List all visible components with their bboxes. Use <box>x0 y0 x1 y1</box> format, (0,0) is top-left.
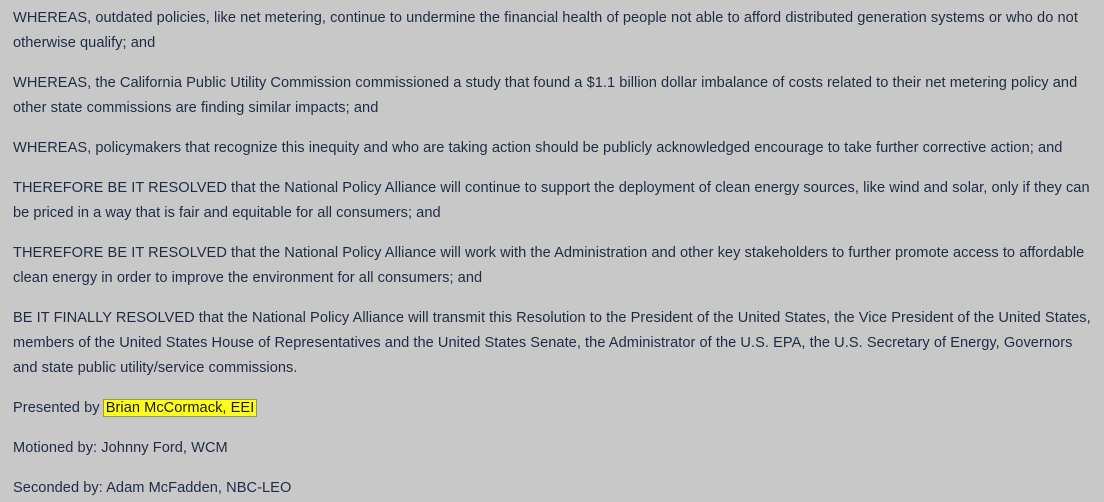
resolved-administration-paragraph: THEREFORE BE IT RESOLVED that the National Policy Alliance will work with the Administration and other key stakeholders to further promote access to affordable clean energy in order to improve the environment for all consumers; and <box>13 245 1085 286</box>
resolved-clean-energy-paragraph: THEREFORE BE IT RESOLVED that the National Policy Alliance will continue to support the deployment of clean energy sources, like wind and solar, only if they can be priced in a way that is fair and equitable for all consumers; and <box>13 180 1090 221</box>
motioned-by-line: Motioned by: Johnny Ford, WCM <box>13 440 228 456</box>
presented-by-label: Presented by <box>13 400 104 416</box>
whereas-policymakers-paragraph: WHEREAS, policymakers that recognize this inequity and who are taking action should be publicly acknowledged encourage to take further corrective action; and <box>13 140 1063 156</box>
whereas-cpuc-study-paragraph: WHEREAS, the California Public Utility Commission commissioned a study that found a $1.1 billion dollar imbalance of costs related to their net metering policy and other state commissions are finding similar impacts; and <box>13 75 1078 116</box>
presented-by-line <box>13 396 1091 421</box>
presenter-name-highlight: Brian McCormack, EEI <box>105 400 255 416</box>
finally-resolved-paragraph: BE IT FINALLY RESOLVED that the National Policy Alliance will transmit this Resolution to the President of the United States, the Vice President of the United States, members of the United States House of Representatives and the United States Senate, the Administrator of the U.S. EPA, the U.S. Secretary of Energy, Governors and state public utility/service commissions. <box>13 310 1091 376</box>
seconded-by-line: Seconded by: Adam McFadden, NBC-LEO <box>13 480 292 496</box>
whereas-net-metering-paragraph: WHEREAS, outdated policies, like net metering, continue to undermine the financial health of people not able to afford distributed generation systems or who do not otherwise qualify; and <box>13 10 1078 51</box>
